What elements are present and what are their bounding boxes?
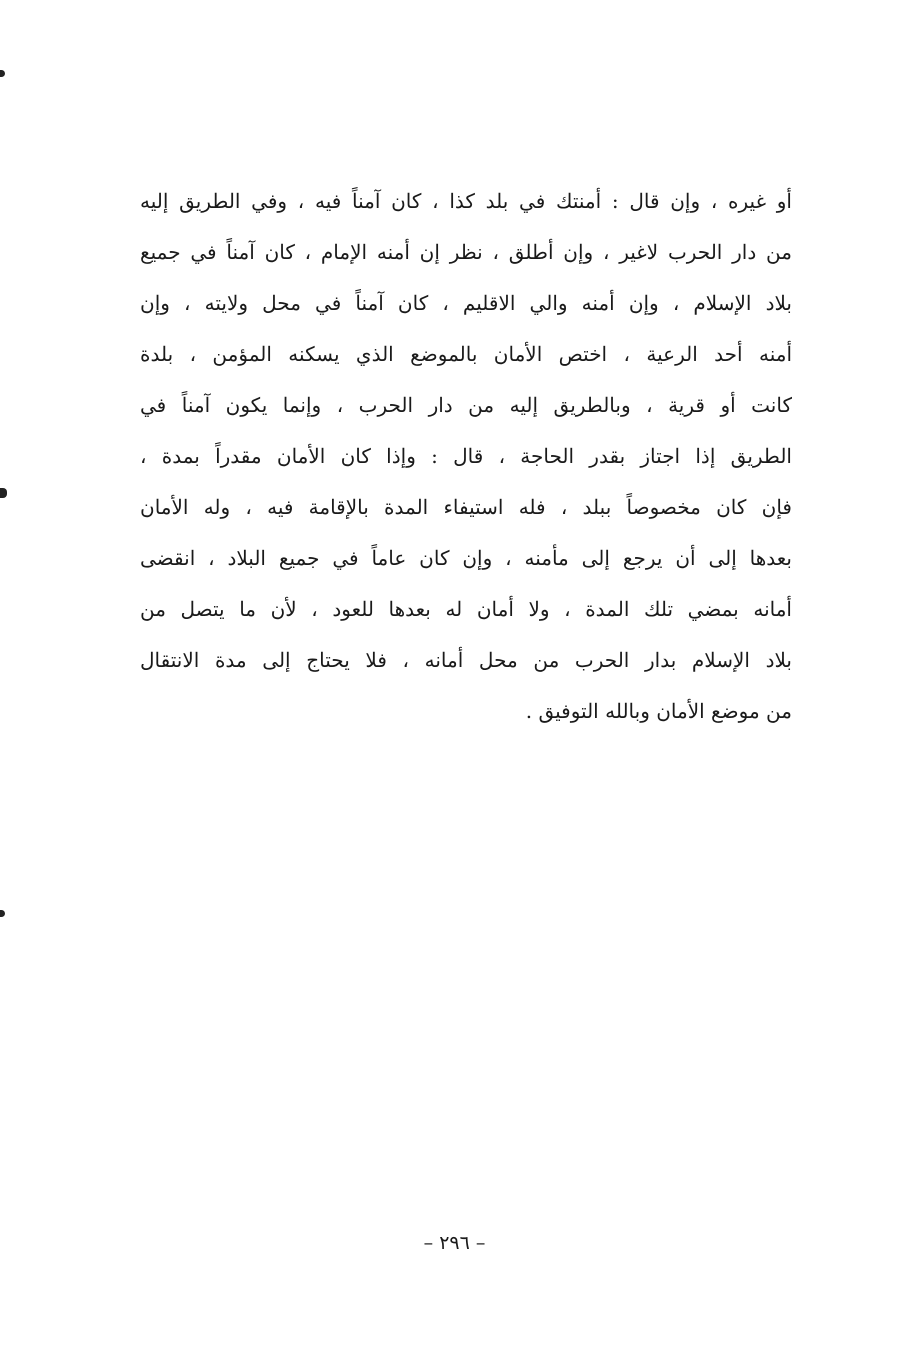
text-line: أمنه أحد الرعية ، اختص الأمان بالموضع الذي يسكنه المؤمن ، بلدة (140, 342, 792, 366)
binding-mark (0, 70, 5, 77)
text-line: بلاد الإسلام ، وإن أمنه والي الاقليم ، كان آمناً في محل ولايته ، وإن (140, 291, 792, 315)
text-line: أمانه بمضي تلك المدة ، ولا أمان له بعدها للعود ، لأن ما يتصل من (140, 597, 792, 621)
binding-mark (0, 910, 5, 917)
text-line: من موضع الأمان وبالله التوفيق . (525, 699, 792, 723)
text-line: بلاد الإسلام بدار الحرب من محل أمانه ، فلا يحتاج إلى مدة الانتقال (140, 648, 792, 672)
text-line: من دار الحرب لاغير ، وإن أطلق ، نظر إن أمنه الإمام ، كان آمناً في جميع (140, 240, 792, 264)
text-line: كانت أو قرية ، وبالطريق إليه من دار الحرب ، وإنما يكون آمناً في (140, 393, 792, 417)
body-text (140, 176, 792, 737)
binding-mark (0, 488, 7, 498)
text-line: الطريق إذا اجتاز بقدر الحاجة ، قال : وإذا كان الأمان مقدراً بمدة ، (140, 444, 792, 468)
page-number: – ٢٩٦ – (423, 1232, 486, 1254)
text-line: بعدها إلى أن يرجع إلى مأمنه ، وإن كان عاماً في جميع البلاد ، انقضى (140, 546, 792, 570)
text-line: فإن كان مخصوصاً ببلد ، فله استيفاء المدة بالإقامة فيه ، وله الأمان (140, 495, 792, 519)
text-line: أو غيره ، وإن قال : أمنتك في بلد كذا ، كان آمناً فيه ، وفي الطريق إليه (140, 189, 792, 213)
